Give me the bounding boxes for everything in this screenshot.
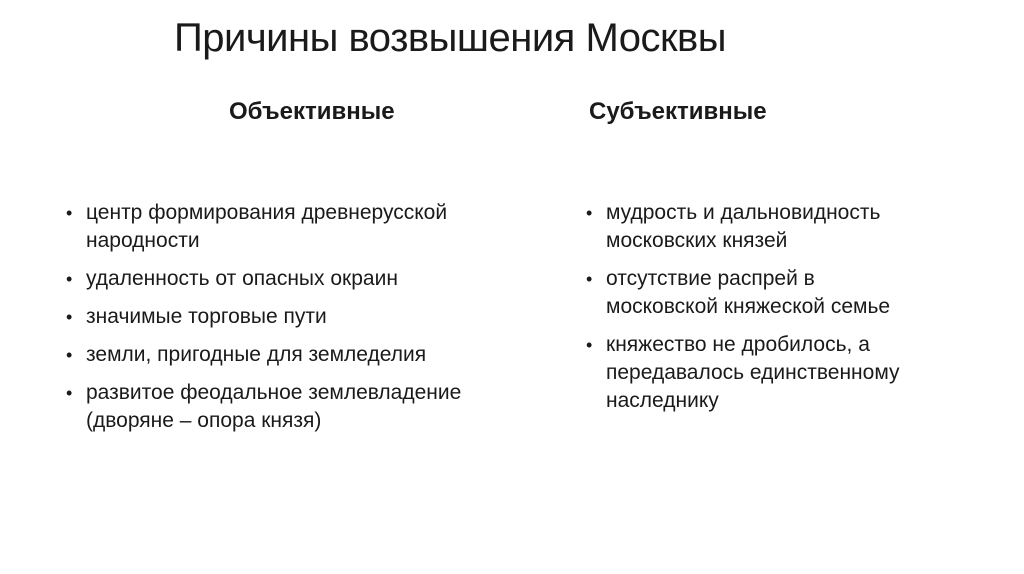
list-item-line: земли, пригодные для земледелия [86,343,427,366]
list-item-line: удаленность от опасных окраин [86,267,398,290]
list-item-line: мудрость и дальновидность [606,201,881,224]
objective-heading: Объективные [229,98,395,125]
list-item-line: московских князей [606,229,788,252]
list-item [586,265,1006,321]
list-item [66,199,516,255]
list-item-line: передавалось единственному [606,361,900,384]
bullet-icon: • [586,203,593,223]
list-item [66,303,516,331]
list-item-line: значимые торговые пути [86,305,327,328]
list-item-line: княжество не дробилось, а [606,333,870,356]
list-item-line: развитое феодальное землевладение [86,381,462,404]
bullet-icon: • [66,383,73,403]
list-item [66,265,516,293]
subjective-heading: Субъективные [589,98,767,125]
bullet-icon: • [66,269,73,289]
bullet-icon: • [586,335,593,355]
list-item-line: народности [86,229,200,252]
list-item [586,199,1006,255]
list-item-line: (дворяне – опора князя) [86,409,322,432]
list-item-line: наследнику [606,389,719,412]
bullet-icon: • [66,307,73,327]
list-item-line: центр формирования древнерусской [86,201,448,224]
list-item-line: московской княжеской семье [606,295,891,318]
list-item-line: отсутствие распрей в [606,267,815,290]
slide-title: Причины возвышения Москвы [174,16,726,60]
bullet-icon: • [586,269,593,289]
list-item [66,379,516,435]
bullet-icon: • [66,345,73,365]
list-item [66,341,516,369]
list-item [586,331,1006,415]
subjective-reasons-list [586,199,1006,425]
bullet-icon: • [66,203,73,223]
objective-reasons-list [66,199,516,445]
